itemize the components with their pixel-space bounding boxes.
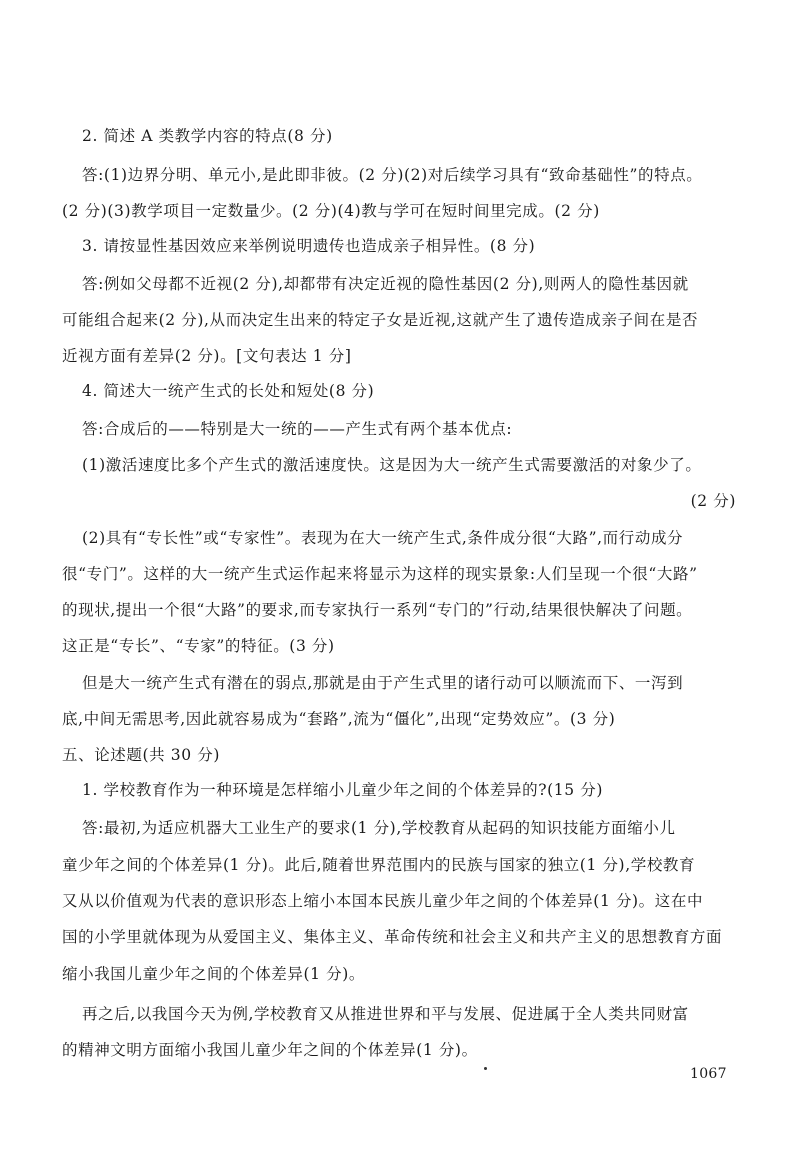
answer-4-weakness-line-2: 底,中间无需思考,因此就容易成为“套路”,流为“僵化”,出现“定势效应”。(3 分) xyxy=(62,710,616,728)
answer-4-point-2-line-4: 这正是“专长”、“专家”的特征。(3 分) xyxy=(62,637,335,655)
answer-3-line-2: 可能组合起来(2 分),从而决定生出来的特定子女是近视,这就产生了遗传造成亲子间在是否 xyxy=(62,311,699,329)
essay-answer-para-2-line-1: 再之后,以我国今天为例,学校教育又从推进世界和平与发展、促进属于全人类共同财富 xyxy=(82,1005,689,1023)
stray-mark xyxy=(484,1067,487,1070)
answer-4-weakness-line-1: 但是大一统产生式有潜在的弱点,那就是由于产生式里的诸行动可以顺流而下、一泻到 xyxy=(82,674,684,692)
answer-3-line-3: 近视方面有差异(2 分)。[文句表达 1 分] xyxy=(62,347,352,365)
essay-answer-line-4: 国的小学里就体现为从爱国主义、集体主义、革命传统和社会主义和共产主义的思想教育方面 xyxy=(62,928,723,946)
answer-2-line-2: (2 分)(3)教学项目一定数量少。(2 分)(4)教与学可在短时间里完成。(2 分) xyxy=(62,202,600,220)
question-2-title: 2. 简述 A 类教学内容的特点(8 分) xyxy=(82,127,333,145)
answer-4-point-2-line-2: 很“专门”。这样的大一统产生式运作起来将显示为这样的现实景象:人们呈现一个很“大路” xyxy=(62,565,698,583)
answer-4-point-1-score: (2 分) xyxy=(690,492,736,510)
answer-4-intro: 答:合成后的——特别是大一统的——产生式有两个基本优点: xyxy=(82,420,513,438)
answer-4-point-1: (1)激活速度比多个产生式的激活速度快。这是因为大一统产生式需要激活的对象少了。 xyxy=(82,456,702,474)
answer-2-line-1: 答:(1)边界分明、单元小,是此即非彼。(2 分)(2)对后续学习具有“致命基础性”的特点。 xyxy=(82,166,703,184)
essay-answer-line-2: 童少年之间的个体差异(1 分)。此后,随着世界范围内的民族与国家的独立(1 分),学校教育 xyxy=(62,856,696,874)
section-5-heading: 五、论述题(共 30 分) xyxy=(62,746,220,764)
answer-3-line-1: 答:例如父母都不近视(2 分),却都带有决定近视的隐性基因(2 分),则两人的隐性基因就 xyxy=(82,275,689,293)
answer-4-point-2-line-1: (2)具有“专长性”或“专家性”。表现为在大一统产生式,条件成分很“大路”,而行动成分 xyxy=(82,529,684,547)
essay-answer-line-3: 又从以价值观为代表的意识形态上缩小本国本民族儿童少年之间的个体差异(1 分)。这在中 xyxy=(62,892,704,910)
question-3-title: 3. 请按显性基因效应来举例说明遗传也造成亲子相异性。(8 分) xyxy=(82,237,536,255)
essay-answer-line-5: 缩小我国儿童少年之间的个体差异(1 分)。 xyxy=(62,965,365,983)
answer-4-point-2-line-3: 的现状,提出一个很“大路”的要求,而专家执行一系列“专门的”行动,结果很快解决了问题。 xyxy=(62,601,693,619)
question-4-title: 4. 简述大一统产生式的长处和短处(8 分) xyxy=(82,382,375,400)
essay-question-1-title: 1. 学校教育作为一种环境是怎样缩小儿童少年之间的个体差异的?(15 分) xyxy=(82,781,603,799)
page-number: 1067 xyxy=(690,1066,727,1082)
essay-answer-para-2-line-2: 的精神文明方面缩小我国儿童少年之间的个体差异(1 分)。 xyxy=(62,1041,478,1059)
essay-answer-line-1: 答:最初,为适应机器大工业生产的要求(1 分),学校教育从起码的知识技能方面缩小儿 xyxy=(82,819,676,837)
